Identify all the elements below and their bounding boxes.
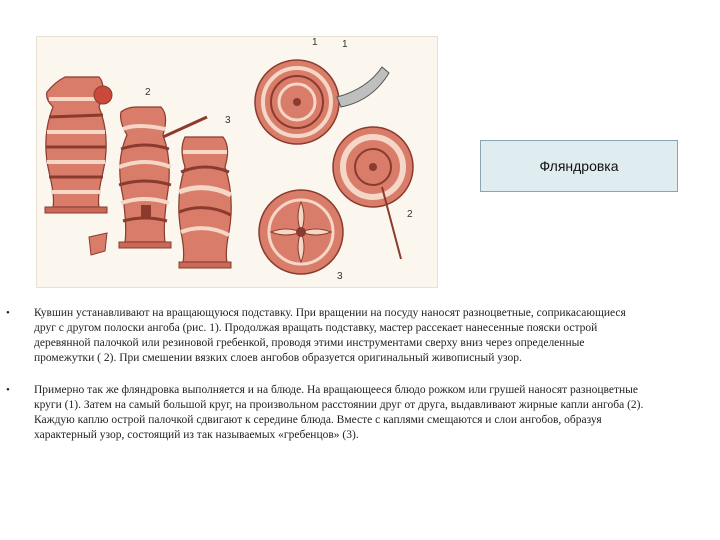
figure-number: 2 [145, 87, 151, 98]
list-item [6, 383, 646, 443]
list-item [6, 306, 646, 366]
slide-title: Фляндровка [480, 140, 678, 192]
figure-number: 3 [225, 115, 231, 126]
jug-1 [45, 77, 112, 213]
bullet-text: Кувшин устанавливают на вращающуюся подставку. При вращении на посуду наносят разноцветные, соприкасающиеся друг с другом полоски ангоба (рис. 1). Продолжая вращать подставку, мастер рассекает нанесенные пояски острой деревянной палочкой или резиновой гребенкой, проводя этими инструментами сверху вниз через определенные промежутки ( 2). При смешении вязких слоев ангобов образуется оригинальный живописный узор. [34, 307, 626, 364]
bullet-marker: • [6, 307, 10, 319]
plate-3 [259, 190, 343, 274]
bullet-text: Примерно так же фляндровка выполняется и на блюде. На вращающееся блюдо рожком или грушей наносят разноцветные круги (1). Затем на самый большой круг, на произвольном расстоянии друг от друга, выдавливают жирные капли ангоба (2). Каждую каплю острой палочкой сдвигают к середине блюда. Вместе с каплями смещаются и слои ангобов, образуя характерный узор, состоящий из так называемых «гребенцов» (3). [34, 384, 644, 441]
plate-2 [333, 127, 413, 259]
figure-number: 1 [312, 37, 318, 48]
jug-3 [179, 137, 232, 268]
figure-number: 3 [337, 271, 343, 282]
figure-number: 2 [407, 209, 413, 220]
bullet-list [6, 306, 646, 460]
shard [89, 233, 107, 255]
figure-number: 1 [342, 39, 348, 50]
bullet-marker: • [6, 384, 10, 396]
illustration-drawing [37, 37, 437, 287]
flandrovka-illustration [36, 36, 438, 288]
